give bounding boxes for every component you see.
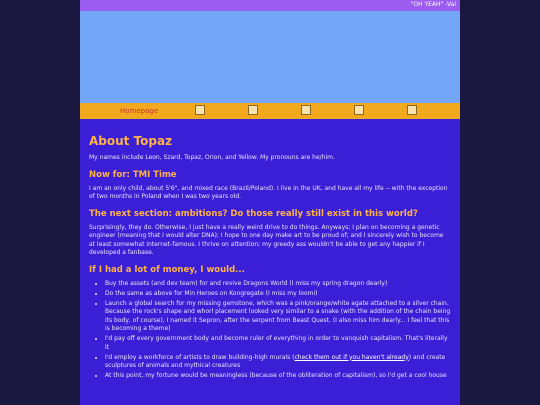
nav-image-link-4[interactable] — [354, 105, 364, 115]
list-item: • Buy the assets (and dev team) for and revive Dragons World (I miss my spring dragon dearly) — [105, 280, 451, 289]
list-item: • Launch a global search for my missing gemstone, which was a pink/orange/white agate attached to a silver chain. Because the rock's shape and whorl placement looked very similar to a snake (with the addition of the chain being its body, of course), I named it Sepron, after the serpent from Beast Quest. (I also miss him dearly... I feel that this is becoming a theme) — [105, 300, 451, 334]
money-list — [89, 280, 451, 381]
page — [80, 0, 460, 405]
section-body-tmi: I am an only child, about 5'6", and mixed race (Brazil/Poland). I live in the UK, and have all my life -- with the exception of two months in Poland when I was two years old. — [89, 184, 448, 200]
nav-image-link-3[interactable] — [301, 105, 311, 115]
murals-link[interactable]: check them out if you haven't already — [294, 353, 409, 361]
top-quote: "OH YEAH" -Vai — [410, 1, 456, 8]
page-title: About Topaz — [89, 134, 173, 148]
nav-image-link-5[interactable] — [407, 105, 417, 115]
murals-text-before: I'd employ a workforce of artists to draw building-high murals ( — [105, 353, 295, 361]
list-item: • At this point, my fortune would be meaningless (because of the obliteration of capitalism), so I'd get a cool house — [105, 372, 451, 381]
main-content — [80, 119, 460, 381]
nav-image-link-2[interactable] — [248, 105, 258, 115]
nav-homepage-link[interactable]: Homepage — [120, 107, 159, 115]
nav-image-link-1[interactable] — [195, 105, 205, 115]
list-item: • I'd pay off every government body and become ruler of everything in order to vanquish capitalism. That's literally it — [105, 335, 451, 352]
section-heading-ambitions: The next section: ambitions? Do those really still exist in this world? — [89, 208, 418, 219]
list-item: • Do the same as above for Min Heroes on Kongregate (I miss my loomi) — [105, 290, 451, 299]
section-body-ambitions: Surprisingly, they do. Otherwise, I just have a really weird drive to do things. Anyways; I plan on becoming a genetic engineer (meaning that I would alter DNA); I hope to one day make art to be proud of; and I sincerely wish to become at least somewhat internet-famous. I thrive on attention; my greedy ass wouldn't be able to get any happier if I developed a fanbase. — [89, 223, 444, 256]
nav-bar — [80, 103, 460, 119]
section-heading-tmi: Now for: TMI Time — [89, 169, 177, 180]
intro-text: My names include Leon, Szard, Topaz, Orion, and Yellow. My pronouns are he/him. — [89, 154, 335, 161]
murals-text-after: ) and create sculptures of animals and mythical creatures — [105, 353, 446, 369]
header-banner — [80, 11, 460, 103]
top-bar — [80, 0, 460, 11]
section-heading-money: If I had a lot of money, I would... — [89, 264, 245, 275]
list-item-murals — [105, 354, 451, 371]
